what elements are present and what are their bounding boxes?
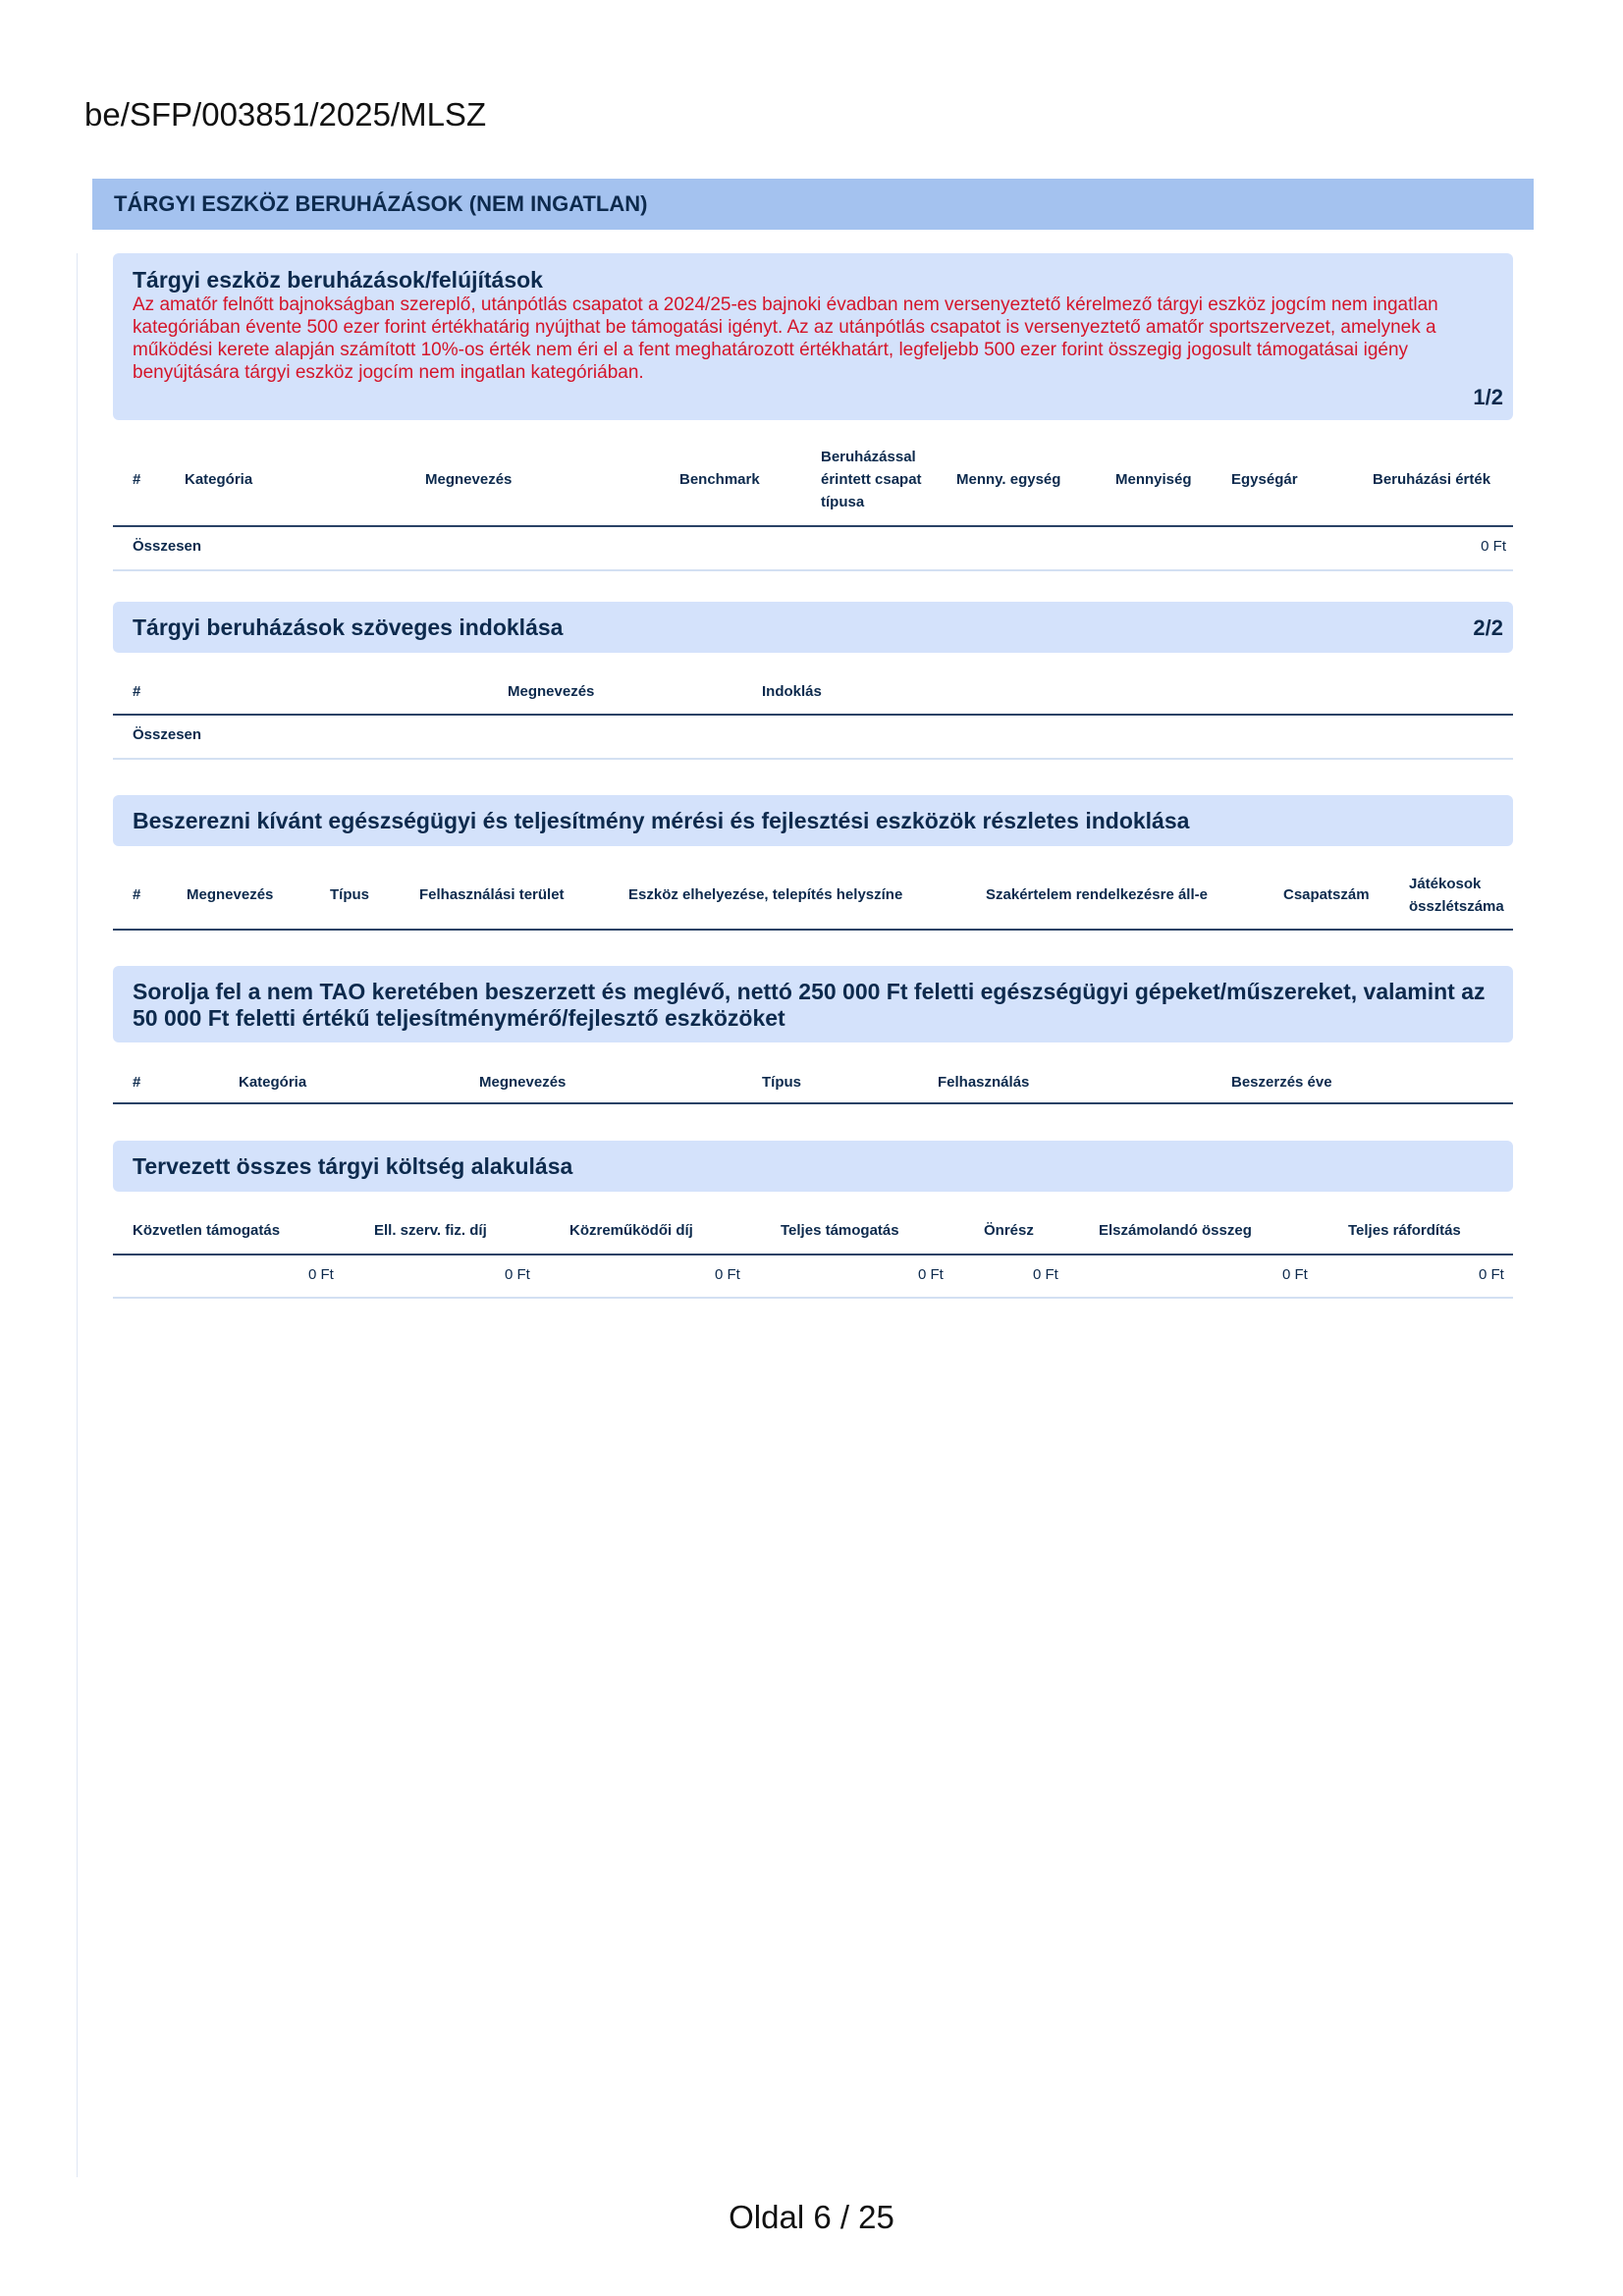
value-accountable-amount: 0 Ft <box>1282 1266 1308 1283</box>
table-bottom-rule <box>113 758 1513 760</box>
table-bottom-rule <box>113 569 1513 571</box>
col-expertise: Szakértelem rendelkezésre áll-e <box>986 886 1208 903</box>
col-location: Eszköz elhelyezése, telepítés helyszíne <box>628 886 903 903</box>
table-divider <box>113 929 1513 931</box>
col-number: # <box>133 471 141 488</box>
col-investment-value: Beruházási érték <box>1373 471 1491 488</box>
col-benchmark: Benchmark <box>679 471 760 488</box>
col-name: Megnevezés <box>187 886 274 903</box>
table-divider <box>113 714 1513 716</box>
page-indicator: 2/2 <box>1473 615 1503 640</box>
page-number: Oldal 6 / 25 <box>729 2199 894 2235</box>
col-team-type: Beruházással érintett csapat típusa <box>821 449 922 510</box>
col-purchase-year: Beszerzés éve <box>1231 1074 1332 1091</box>
panel-title: Sorolja fel a nem TAO keretében beszerzett és meglévő, nettó 250 000 Ft feletti egészségügyi gépeket/műszereket, valamint az 50 000 Ft feletti értékű teljesítménymérő/fejlesztő eszközöket <box>133 979 1486 1031</box>
investment-panel <box>113 253 1513 420</box>
col-team-count: Csapatszám <box>1283 886 1370 903</box>
page-indicator: 1/2 <box>1473 385 1503 409</box>
col-unit: Menny. egység <box>956 471 1061 488</box>
col-total-expenditure: Teljes ráfordítás <box>1348 1222 1461 1239</box>
col-type: Típus <box>762 1074 801 1091</box>
section-title: TÁRGYI ESZKÖZ BERUHÁZÁSOK (NEM INGATLAN) <box>92 179 1534 230</box>
panel-title: Tárgyi eszköz beruházások/felújítások <box>133 267 543 293</box>
value-total-expenditure: 0 Ft <box>1479 1266 1504 1283</box>
col-name: Megnevezés <box>479 1074 567 1091</box>
col-usage: Felhasználás <box>938 1074 1030 1091</box>
cost-summary-panel <box>113 1141 1513 1192</box>
col-category: Kategória <box>239 1074 307 1091</box>
col-name: Megnevezés <box>508 683 595 700</box>
value-total-support: 0 Ft <box>918 1266 944 1283</box>
value-own-contribution: 0 Ft <box>1033 1266 1058 1283</box>
health-equipment-panel <box>113 795 1513 846</box>
col-player-count: Játékosok összlétszáma <box>1409 876 1504 915</box>
panel-title: Beszerezni kívánt egészségügyi és teljesítmény mérési és fejlesztési eszközök részletes indoklása <box>133 808 1190 833</box>
col-usage-area: Felhasználási terület <box>419 886 565 903</box>
col-quantity: Mennyiség <box>1115 471 1192 488</box>
col-control-fee: Ell. szerv. fiz. díj <box>374 1222 487 1239</box>
value-contributor-fee: 0 Ft <box>715 1266 740 1283</box>
col-number: # <box>133 1074 141 1091</box>
total-value: 0 Ft <box>1481 538 1506 555</box>
col-justification: Indoklás <box>762 683 822 700</box>
col-own-contribution: Önrész <box>984 1222 1034 1239</box>
document-id: be/SFP/003851/2025/MLSZ <box>84 96 487 133</box>
col-contributor-fee: Közreműködői díj <box>569 1222 693 1239</box>
eligibility-note: Az amatőr felnőtt bajnokságban szereplő, utánpótlás csapatot a 2024/25-es bajnoki évadban nem versenyeztető kérelmező tárgyi eszköz jogcím nem ingatlan kategóriában évente 500 ezer forint értékhatárig nyújthat be támogatási igényt. Az az utánpótlás csapatot is versenyeztető amatőr sportszervezet, amelynek a működési kerete alapján számított 10%-os érték nem éri el a fent meghatározott értékhatárt, legfeljebb 500 ezer forint összegig jogosult támogatásai igény benyújtására tárgyi eszköz jogcím nem ingatlan kategóriában. <box>133 294 1438 383</box>
col-unit-price: Egységár <box>1231 471 1298 488</box>
total-label: Összesen <box>133 538 202 555</box>
left-margin-rule <box>77 253 78 2177</box>
table-divider <box>113 1102 1513 1104</box>
col-number: # <box>133 683 141 700</box>
value-direct-support: 0 Ft <box>308 1266 334 1283</box>
table-bottom-rule <box>113 1297 1513 1299</box>
col-number: # <box>133 886 141 903</box>
existing-equipment-panel <box>113 966 1513 1042</box>
table-divider <box>113 1254 1513 1255</box>
col-category: Kategória <box>185 471 253 488</box>
panel-title: Tárgyi beruházások szöveges indoklása <box>133 614 564 640</box>
total-label: Összesen <box>133 726 202 743</box>
value-control-fee: 0 Ft <box>505 1266 530 1283</box>
col-accountable-amount: Elszámolandó összeg <box>1099 1222 1252 1239</box>
col-name: Megnevezés <box>425 471 513 488</box>
panel-title: Tervezett összes tárgyi költség alakulása <box>133 1153 573 1179</box>
justification-panel <box>113 602 1513 653</box>
col-total-support: Teljes támogatás <box>781 1222 899 1239</box>
table-divider <box>113 525 1513 527</box>
col-direct-support: Közvetlen támogatás <box>133 1222 281 1239</box>
col-type: Típus <box>330 886 369 903</box>
